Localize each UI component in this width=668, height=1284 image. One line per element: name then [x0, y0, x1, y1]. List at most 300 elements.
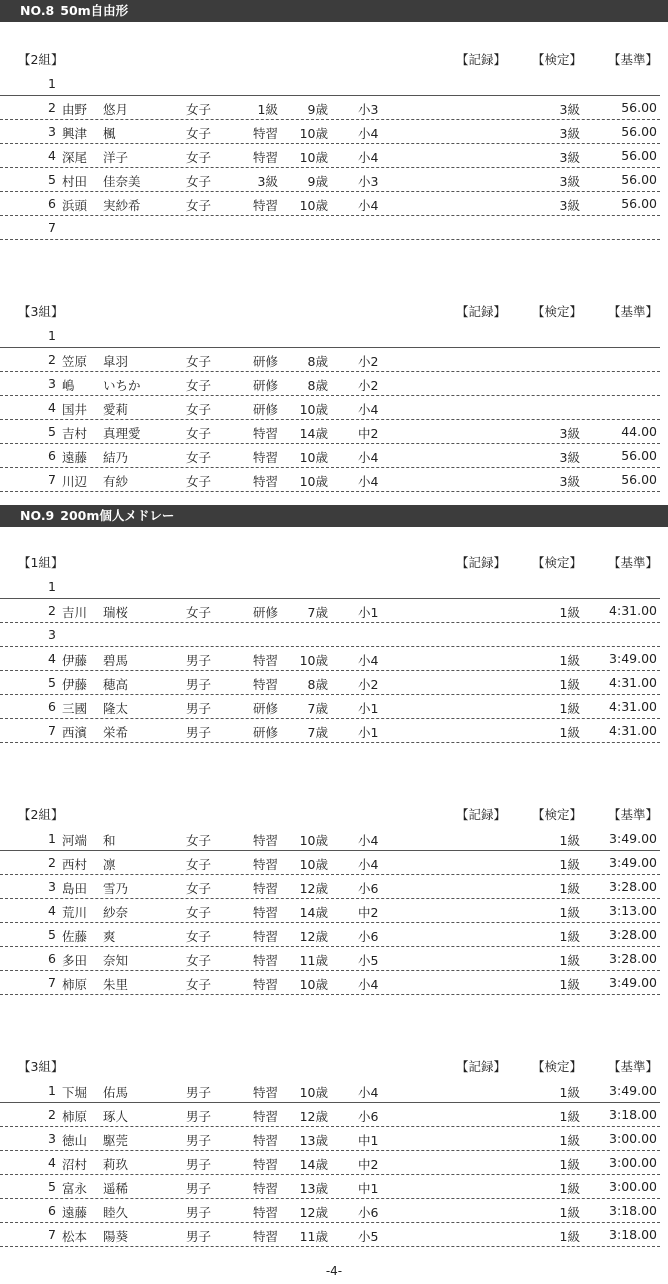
- lane-number: 4: [48, 400, 56, 415]
- grade: 小3: [358, 174, 379, 189]
- first-name: 結乃: [103, 450, 129, 465]
- table-row: [0, 599, 660, 623]
- record-column-header: 【記録】: [456, 52, 507, 67]
- age: 10歳: [299, 653, 328, 668]
- age: 13歳: [299, 1133, 328, 1148]
- check-column-header: 【検定】: [532, 304, 583, 319]
- sex: 男子: [186, 725, 212, 740]
- check-level: 3級: [559, 450, 580, 465]
- first-name: 皐羽: [103, 354, 129, 369]
- last-name: 遠藤: [62, 450, 88, 465]
- table-row: [0, 1175, 660, 1199]
- table-row: [0, 623, 660, 647]
- first-name: 穂高: [103, 677, 129, 692]
- class: 特習: [252, 1157, 278, 1172]
- grade: 中2: [358, 905, 379, 920]
- last-name: 由野: [62, 102, 88, 117]
- class: 研修: [252, 605, 278, 620]
- sex: 女子: [186, 905, 212, 920]
- lane-number: 3: [48, 1131, 56, 1146]
- check-level: 1級: [559, 929, 580, 944]
- table-row: [0, 444, 660, 468]
- check-level: 1級: [559, 1133, 580, 1148]
- check-level: 1級: [559, 833, 580, 848]
- check-level: 1級: [559, 1085, 580, 1100]
- sex: 女子: [186, 378, 212, 393]
- table-row: [0, 1199, 660, 1223]
- grade: 小2: [358, 354, 379, 369]
- grade: 小4: [358, 653, 379, 668]
- table-row: [0, 96, 660, 120]
- grade: 小4: [358, 857, 379, 872]
- lane-number: 1: [48, 1083, 56, 1098]
- class: 特習: [252, 1133, 278, 1148]
- class: 特習: [252, 653, 278, 668]
- grade: 小4: [358, 450, 379, 465]
- check-level: 1級: [559, 701, 580, 716]
- first-name: 栄希: [103, 725, 129, 740]
- grade: 小4: [358, 977, 379, 992]
- grade: 小4: [358, 833, 379, 848]
- grade: 小4: [358, 474, 379, 489]
- check-level: 3級: [559, 174, 580, 189]
- check-level: 3級: [559, 102, 580, 117]
- sex: 男子: [186, 1133, 212, 1148]
- heat-header: [0, 551, 668, 575]
- check-level: 1級: [559, 1205, 580, 1220]
- sex: 女子: [186, 605, 212, 620]
- table-row: [0, 144, 660, 168]
- record-column-header: 【記録】: [456, 555, 507, 570]
- heat-header: [0, 300, 668, 324]
- standard-column-header: 【基準】: [608, 1059, 659, 1074]
- check-level: 1級: [559, 905, 580, 920]
- first-name: 洋子: [103, 150, 129, 165]
- heat-header: [0, 48, 668, 72]
- sex: 女子: [186, 833, 212, 848]
- standard-time: 3:28.00: [609, 951, 657, 966]
- lane-number: 5: [48, 172, 56, 187]
- table-row: [0, 695, 660, 719]
- sex: 男子: [186, 653, 212, 668]
- class: 特習: [252, 881, 278, 896]
- check-level: 3級: [559, 198, 580, 213]
- table-row: [0, 72, 660, 96]
- grade: 小5: [358, 1229, 379, 1244]
- first-name: 隆太: [103, 701, 129, 716]
- last-name: 沼村: [62, 1157, 88, 1172]
- sex: 女子: [186, 198, 212, 213]
- table-row: [0, 875, 660, 899]
- age: 12歳: [299, 1205, 328, 1220]
- first-name: 凛: [103, 857, 116, 872]
- grade: 小3: [358, 102, 379, 117]
- record-column-header: 【記録】: [456, 304, 507, 319]
- standard-time: 3:49.00: [609, 831, 657, 846]
- first-name: 睦久: [103, 1205, 129, 1220]
- lane-number: 5: [48, 1179, 56, 1194]
- sex: 男子: [186, 1085, 212, 1100]
- heat-header: [0, 1055, 668, 1079]
- sex: 男子: [186, 1181, 212, 1196]
- check-level: 1級: [559, 953, 580, 968]
- first-name: 実紗希: [103, 198, 141, 213]
- grade: 小4: [358, 126, 379, 141]
- table-row: [0, 1151, 660, 1175]
- standard-time: 3:49.00: [609, 975, 657, 990]
- check-level: 1級: [559, 1109, 580, 1124]
- grade: 中2: [358, 426, 379, 441]
- heat-group-label: 【3組】: [18, 1059, 64, 1074]
- last-name: 西濱: [62, 725, 88, 740]
- last-name: 遠藤: [62, 1205, 88, 1220]
- standard-time: 3:00.00: [609, 1179, 657, 1194]
- standard-time: 4:31.00: [609, 723, 657, 738]
- class: 特習: [252, 929, 278, 944]
- last-name: 笠原: [62, 354, 88, 369]
- class: 特習: [252, 126, 278, 141]
- standard-time: 56.00: [621, 172, 657, 187]
- grade: 小1: [358, 605, 379, 620]
- grade: 小1: [358, 725, 379, 740]
- age: 10歳: [299, 450, 328, 465]
- last-name: 柿原: [62, 977, 88, 992]
- first-name: 楓: [103, 126, 116, 141]
- age: 7歳: [307, 701, 328, 716]
- table-row: [0, 719, 660, 743]
- check-column-header: 【検定】: [532, 1059, 583, 1074]
- lane-number: 2: [48, 352, 56, 367]
- grade: 小4: [358, 198, 379, 213]
- age: 14歳: [299, 905, 328, 920]
- event-name: 200m個人メドレー: [60, 508, 175, 523]
- last-name: 荒川: [62, 905, 88, 920]
- standard-time: 3:28.00: [609, 927, 657, 942]
- grade: 中2: [358, 1157, 379, 1172]
- table-row: [0, 468, 660, 492]
- check-level: 1級: [559, 605, 580, 620]
- last-name: 下堀: [62, 1085, 88, 1100]
- lane-number: 7: [48, 472, 56, 487]
- heat-table: [0, 48, 668, 240]
- first-name: 奈知: [103, 953, 129, 968]
- sex: 女子: [186, 102, 212, 117]
- first-name: 和: [103, 833, 116, 848]
- check-column-header: 【検定】: [532, 555, 583, 570]
- standard-time: 3:18.00: [609, 1227, 657, 1242]
- class: 1級: [257, 102, 278, 117]
- age: 11歳: [299, 953, 328, 968]
- lane-number: 5: [48, 675, 56, 690]
- lane-number: 6: [48, 196, 56, 211]
- age: 10歳: [299, 198, 328, 213]
- standard-time: 3:13.00: [609, 903, 657, 918]
- last-name: 富永: [62, 1181, 88, 1196]
- sex: 男子: [186, 677, 212, 692]
- first-name: 愛莉: [103, 402, 129, 417]
- heat-group-label: 【2組】: [18, 807, 64, 822]
- age: 8歳: [307, 677, 328, 692]
- sex: 女子: [186, 474, 212, 489]
- lane-number: 3: [48, 376, 56, 391]
- first-name: 悠月: [103, 102, 129, 117]
- check-level: 1級: [559, 653, 580, 668]
- last-name: 徳山: [62, 1133, 88, 1148]
- sex: 女子: [186, 929, 212, 944]
- standard-time: 3:28.00: [609, 879, 657, 894]
- age: 10歳: [299, 1085, 328, 1100]
- class: 特習: [252, 905, 278, 920]
- class: 特習: [252, 1229, 278, 1244]
- check-level: 3級: [559, 126, 580, 141]
- standard-time: 3:00.00: [609, 1155, 657, 1170]
- table-row: [0, 1127, 660, 1151]
- grade: 小6: [358, 1205, 379, 1220]
- last-name: 吉村: [62, 426, 88, 441]
- table-row: [0, 827, 660, 851]
- grade: 小6: [358, 929, 379, 944]
- grade: 小6: [358, 881, 379, 896]
- table-row: [0, 851, 660, 875]
- first-name: 駆莞: [103, 1133, 129, 1148]
- class: 研修: [252, 725, 278, 740]
- sex: 女子: [186, 150, 212, 165]
- table-row: [0, 396, 660, 420]
- grade: 小2: [358, 677, 379, 692]
- standard-column-header: 【基準】: [608, 52, 659, 67]
- sex: 男子: [186, 701, 212, 716]
- check-level: 1級: [559, 881, 580, 896]
- age: 12歳: [299, 881, 328, 896]
- first-name: 瑞桜: [103, 605, 129, 620]
- sex: 女子: [186, 402, 212, 417]
- table-row: [0, 1103, 660, 1127]
- last-name: 佐藤: [62, 929, 88, 944]
- class: 特習: [252, 953, 278, 968]
- sex: 男子: [186, 1157, 212, 1172]
- standard-time: 3:49.00: [609, 651, 657, 666]
- table-row: [0, 216, 660, 240]
- age: 10歳: [299, 474, 328, 489]
- check-level: 3級: [559, 426, 580, 441]
- class: 特習: [252, 450, 278, 465]
- standard-time: 56.00: [621, 124, 657, 139]
- lane-number: 6: [48, 951, 56, 966]
- lane-number: 6: [48, 448, 56, 463]
- age: 8歳: [307, 354, 328, 369]
- lane-number: 1: [48, 579, 56, 594]
- check-level: 1級: [559, 857, 580, 872]
- class: 特習: [252, 1181, 278, 1196]
- table-row: [0, 575, 660, 599]
- last-name: 村田: [62, 174, 88, 189]
- last-name: 伊藤: [62, 677, 88, 692]
- last-name: 松本: [62, 1229, 88, 1244]
- table-row: [0, 192, 660, 216]
- age: 14歳: [299, 1157, 328, 1172]
- table-row: [0, 120, 660, 144]
- age: 9歳: [307, 174, 328, 189]
- event-header: [0, 505, 668, 527]
- age: 8歳: [307, 378, 328, 393]
- lane-number: 6: [48, 1203, 56, 1218]
- standard-time: 4:31.00: [609, 699, 657, 714]
- check-level: 1級: [559, 725, 580, 740]
- grade: 中1: [358, 1133, 379, 1148]
- standard-time: 4:31.00: [609, 603, 657, 618]
- age: 10歳: [299, 977, 328, 992]
- table-row: [0, 168, 660, 192]
- standard-time: 3:18.00: [609, 1203, 657, 1218]
- first-name: 莉玖: [103, 1157, 129, 1172]
- sex: 男子: [186, 1109, 212, 1124]
- class: 3級: [257, 174, 278, 189]
- last-name: 嶋: [62, 378, 75, 393]
- standard-time: 56.00: [621, 148, 657, 163]
- sex: 女子: [186, 857, 212, 872]
- standard-time: 56.00: [621, 472, 657, 487]
- check-level: 3級: [559, 474, 580, 489]
- lane-number: 7: [48, 220, 56, 235]
- event-number: NO.8: [20, 3, 55, 18]
- standard-time: 44.00: [621, 424, 657, 439]
- age: 10歳: [299, 150, 328, 165]
- lane-number: 1: [48, 76, 56, 91]
- grade: 小4: [358, 402, 379, 417]
- last-name: 深尾: [62, 150, 88, 165]
- sex: 女子: [186, 953, 212, 968]
- last-name: 国井: [62, 402, 88, 417]
- lane-number: 4: [48, 903, 56, 918]
- age: 7歳: [307, 605, 328, 620]
- class: 研修: [252, 354, 278, 369]
- page-number: -4-: [325, 1264, 343, 1278]
- last-name: 多田: [62, 953, 88, 968]
- class: 特習: [252, 150, 278, 165]
- class: 特習: [252, 1109, 278, 1124]
- class: 特習: [252, 426, 278, 441]
- age: 12歳: [299, 929, 328, 944]
- last-name: 浜頭: [62, 198, 88, 213]
- heat-table: [0, 300, 668, 492]
- class: 特習: [252, 1205, 278, 1220]
- lane-number: 6: [48, 699, 56, 714]
- grade: 小5: [358, 953, 379, 968]
- last-name: 川辺: [62, 474, 88, 489]
- table-row: [0, 899, 660, 923]
- grade: 小4: [358, 150, 379, 165]
- class: 特習: [252, 474, 278, 489]
- class: 特習: [252, 1085, 278, 1100]
- standard-time: 3:18.00: [609, 1107, 657, 1122]
- standard-time: 3:49.00: [609, 855, 657, 870]
- table-row: [0, 324, 660, 348]
- sex: 女子: [186, 881, 212, 896]
- age: 14歳: [299, 426, 328, 441]
- standard-time: 3:00.00: [609, 1131, 657, 1146]
- sex: 男子: [186, 1229, 212, 1244]
- first-name: 雪乃: [103, 881, 129, 896]
- table-row: [0, 947, 660, 971]
- check-column-header: 【検定】: [532, 52, 583, 67]
- lane-number: 3: [48, 627, 56, 642]
- heat-header: [0, 803, 668, 827]
- class: 特習: [252, 677, 278, 692]
- first-name: 碧馬: [103, 653, 129, 668]
- sex: 女子: [186, 426, 212, 441]
- check-column-header: 【検定】: [532, 807, 583, 822]
- sex: 女子: [186, 450, 212, 465]
- lane-number: 7: [48, 723, 56, 738]
- sex: 女子: [186, 174, 212, 189]
- sex: 女子: [186, 126, 212, 141]
- heat-group-label: 【3組】: [18, 304, 64, 319]
- first-name: 琢人: [103, 1109, 129, 1124]
- lane-number: 5: [48, 927, 56, 942]
- lane-number: 7: [48, 975, 56, 990]
- check-level: 3級: [559, 150, 580, 165]
- class: 特習: [252, 833, 278, 848]
- table-row: [0, 1223, 660, 1247]
- first-name: 真理愛: [103, 426, 141, 441]
- record-column-header: 【記録】: [456, 807, 507, 822]
- heat-group-label: 【1組】: [18, 555, 64, 570]
- table-row: [0, 671, 660, 695]
- class: 研修: [252, 402, 278, 417]
- table-row: [0, 971, 660, 995]
- table-row: [0, 1079, 660, 1103]
- grade: 小4: [358, 1085, 379, 1100]
- table-row: [0, 420, 660, 444]
- last-name: 柿原: [62, 1109, 88, 1124]
- first-name: 紗奈: [103, 905, 129, 920]
- standard-column-header: 【基準】: [608, 555, 659, 570]
- grade: 小6: [358, 1109, 379, 1124]
- check-level: 1級: [559, 677, 580, 692]
- standard-time: 56.00: [621, 448, 657, 463]
- class: 特習: [252, 977, 278, 992]
- event-name: 50m自由形: [60, 3, 129, 18]
- class: 特習: [252, 857, 278, 872]
- lane-number: 3: [48, 879, 56, 894]
- first-name: 佳奈美: [103, 174, 141, 189]
- first-name: 朱里: [103, 977, 129, 992]
- heat-table: [0, 1055, 668, 1247]
- age: 11歳: [299, 1229, 328, 1244]
- check-level: 1級: [559, 1181, 580, 1196]
- standard-column-header: 【基準】: [608, 304, 659, 319]
- lane-number: 2: [48, 855, 56, 870]
- last-name: 西村: [62, 857, 88, 872]
- lane-number: 5: [48, 424, 56, 439]
- grade: 小1: [358, 701, 379, 716]
- standard-time: 56.00: [621, 100, 657, 115]
- heat-table: [0, 803, 668, 995]
- first-name: 遥稀: [103, 1181, 129, 1196]
- table-row: [0, 348, 660, 372]
- check-level: 1級: [559, 1229, 580, 1244]
- age: 10歳: [299, 833, 328, 848]
- first-name: 佑馬: [103, 1085, 129, 1100]
- standard-time: 4:31.00: [609, 675, 657, 690]
- lane-number: 7: [48, 1227, 56, 1242]
- lane-number: 2: [48, 100, 56, 115]
- event-number: NO.9: [20, 508, 55, 523]
- lane-number: 3: [48, 124, 56, 139]
- check-level: 1級: [559, 1157, 580, 1172]
- last-name: 島田: [62, 881, 88, 896]
- lane-number: 1: [48, 831, 56, 846]
